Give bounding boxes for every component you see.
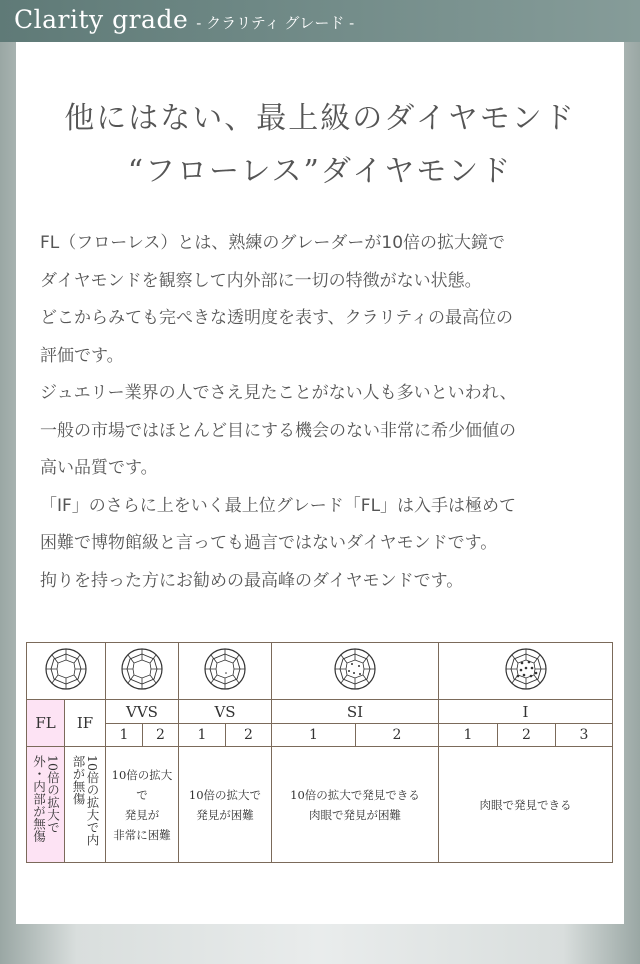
- header-subtitle: - クラリティ グレード -: [196, 14, 355, 32]
- desc-i-cell: [439, 747, 613, 863]
- grade-vs: VS: [179, 700, 272, 724]
- desc-if-cell: [65, 747, 106, 863]
- clarity-grade-table: [26, 642, 613, 863]
- subgrade-row: [27, 724, 613, 747]
- grade-si: SI: [272, 700, 439, 724]
- desc-si-line: 肉眼で発見が困難: [309, 807, 401, 822]
- page-header: [0, 0, 640, 42]
- desc-si-cell: [272, 747, 439, 863]
- desc-vvs-line: 非常に困難: [113, 827, 171, 842]
- grade-if: IF: [65, 700, 106, 747]
- subgrade-i2: 2: [498, 724, 556, 747]
- body-line: FL（フローレス）とは、熟練のグレーダーが10倍の拡大鏡で: [40, 233, 506, 253]
- desc-vs-line: 発見が困難: [196, 807, 254, 822]
- desc-si-line: 10倍の拡大で発見できる: [290, 787, 420, 802]
- grade-fl: FL: [27, 700, 65, 747]
- diamond-icon-row: [27, 643, 613, 700]
- body-line: ジュエリー業界の人でさえ見たことがない人も多いといわれ、: [40, 383, 517, 403]
- body-line: 一般の市場ではほとんど目にする機会のない非常に希少価値の: [40, 420, 516, 441]
- diamond-flawless-icon: [43, 646, 89, 692]
- headline: [16, 92, 624, 198]
- description-row: [27, 747, 613, 863]
- subgrade-si1: 1: [272, 724, 356, 747]
- diamond-si-icon: [332, 646, 378, 692]
- body-line: どこからみても完ぺきな透明度を表す、クラリティの最高位の: [40, 308, 513, 328]
- body-line: 拘りを持った方にお勧めの最高峰のダイヤモンドです。: [40, 570, 464, 591]
- subgrade-si2: 2: [356, 724, 439, 747]
- grade-vvs: VVS: [106, 700, 179, 724]
- desc-if: 10倍の拡大で内部が無傷: [71, 754, 100, 846]
- content-card: [16, 42, 624, 924]
- desc-fl-cell: [27, 747, 65, 863]
- desc-vvs-cell: [106, 747, 179, 863]
- diamond-i-icon: [503, 646, 549, 692]
- desc-vvs-line: 発見が: [124, 807, 160, 822]
- body-line: 高い品質です。: [40, 458, 158, 478]
- desc-vvs-line: 10倍の拡大で: [111, 767, 173, 802]
- subgrade-vvs2: 2: [143, 724, 179, 747]
- subgrade-vs2: 2: [226, 724, 272, 747]
- body-line: ダイヤモンドを観察して内外部に一切の特徴がない状態。: [40, 270, 482, 291]
- diamond-vs-icon: [202, 646, 248, 692]
- headline-line-1: 他にはない、最上級のダイヤモンド: [64, 101, 576, 136]
- header-title: Clarity grade: [14, 5, 189, 34]
- body-line: 評価です。: [40, 345, 124, 366]
- desc-vs-line: 10倍の拡大で: [188, 787, 262, 802]
- subgrade-i3: 3: [556, 724, 613, 747]
- desc-i: 肉眼で発見できる: [479, 797, 572, 812]
- body-line: 困難で博物館級と言っても過言ではないダイヤモンドです。: [40, 533, 498, 553]
- subgrade-i1: 1: [439, 724, 498, 747]
- body-text: [40, 225, 610, 600]
- subgrade-vvs1: 1: [106, 724, 143, 747]
- diamond-vvs-icon: [119, 646, 165, 692]
- subgrade-vs1: 1: [179, 724, 226, 747]
- body-line: 「IF」のさらに上をいく最上位グレード「FL」は入手は極めて: [40, 495, 517, 516]
- desc-vs-cell: [179, 747, 272, 863]
- desc-fl: 10倍の拡大で外・内部が無傷: [31, 754, 61, 842]
- headline-line-2: “フローレス”ダイヤモンド: [127, 154, 513, 189]
- grade-i: I: [439, 700, 613, 724]
- grade-row: [27, 700, 613, 724]
